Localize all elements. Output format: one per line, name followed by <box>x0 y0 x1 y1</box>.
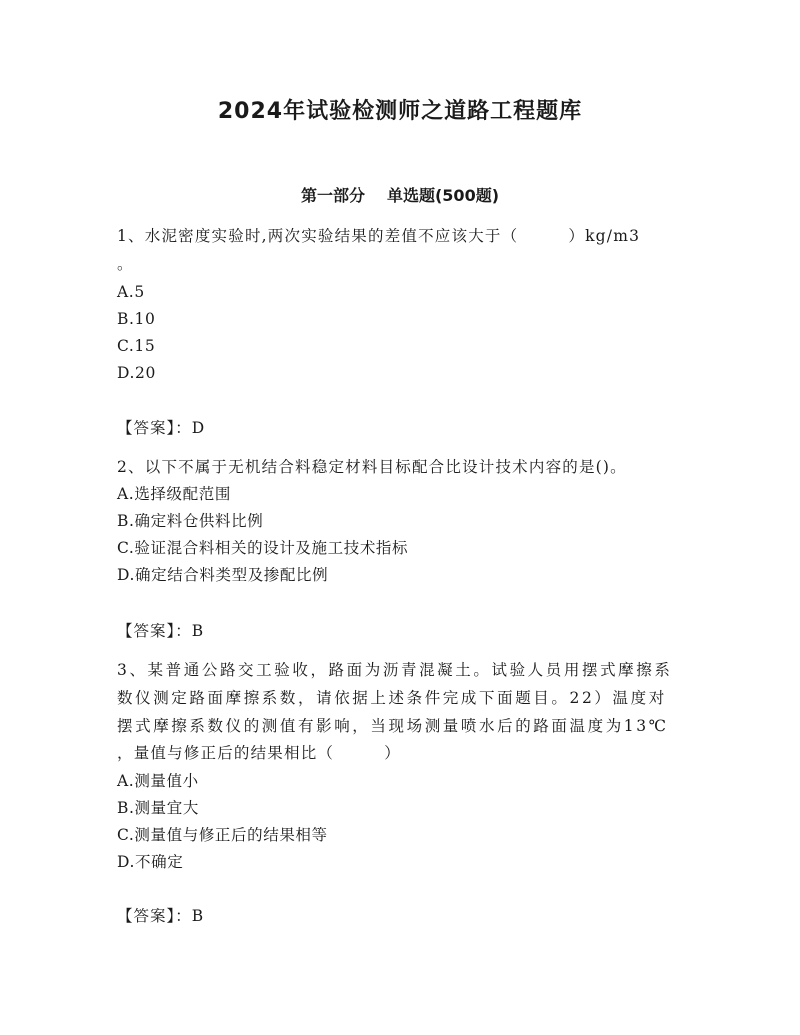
answer-label: 【答案】： <box>117 907 192 925</box>
answer-value: B <box>191 907 204 925</box>
document-title: 2024年试验检测师之道路工程题库 <box>217 99 583 124</box>
question-2-option-c: C.验证混合料相关的设计及施工技术指标 <box>117 539 409 557</box>
section-part: 第一部分 <box>300 186 365 205</box>
question-1-answer <box>117 418 204 438</box>
question-1-option-c: C.15 <box>117 337 156 355</box>
question-2-answer <box>117 621 203 641</box>
question-3-option-a: A.测量值小 <box>117 772 199 790</box>
question-1-stem-line-1: 1、水泥密度实验时,两次实验结果的差值不应该大于（ ）kg/m3 <box>117 227 641 245</box>
question-3-option-d: D.不确定 <box>117 853 184 871</box>
question-1-option-d: D.20 <box>117 364 156 382</box>
section-name: 单选题(500题) <box>386 186 500 205</box>
question-3-stem-line-4: ，量值与修正后的结果相比（ ） <box>117 744 401 762</box>
question-2-option-d: D.确定结合料类型及掺配比例 <box>117 566 329 584</box>
answer-value: D <box>191 419 205 437</box>
question-3-option-b: B.测量宜大 <box>117 799 199 817</box>
question-2-option-b: B.确定料仓供料比例 <box>117 512 264 530</box>
question-3-answer <box>117 906 203 926</box>
question-2-stem-line-1: 2、以下不属于无机结合料稳定材料目标配合比设计技术内容的是()。 <box>117 458 627 476</box>
question-3-option-c: C.测量值与修正后的结果相等 <box>117 826 328 844</box>
section-heading <box>0 183 800 206</box>
answer-value: B <box>191 622 204 640</box>
question-3-stem-line-1: 3、某普通公路交工验收，路面为沥青混凝土。试验人员用摆式摩擦系 <box>117 661 673 679</box>
question-1-option-a: A.5 <box>117 283 145 301</box>
answer-label: 【答案】： <box>117 622 192 640</box>
question-1-option-b: B.10 <box>117 310 156 328</box>
answer-label: 【答案】： <box>117 419 192 437</box>
question-1-stem-line-2: 。 <box>117 255 134 273</box>
question-3-stem-line-2: 数仪测定路面摩擦系数，请依据上述条件完成下面题目。22）温度对 <box>117 689 667 707</box>
question-3-stem-line-3: 摆式摩擦系数仪的测值有影响，当现场测量喷水后的路面温度为13℃ <box>117 717 669 735</box>
question-2-option-a: A.选择级配范围 <box>117 485 231 503</box>
